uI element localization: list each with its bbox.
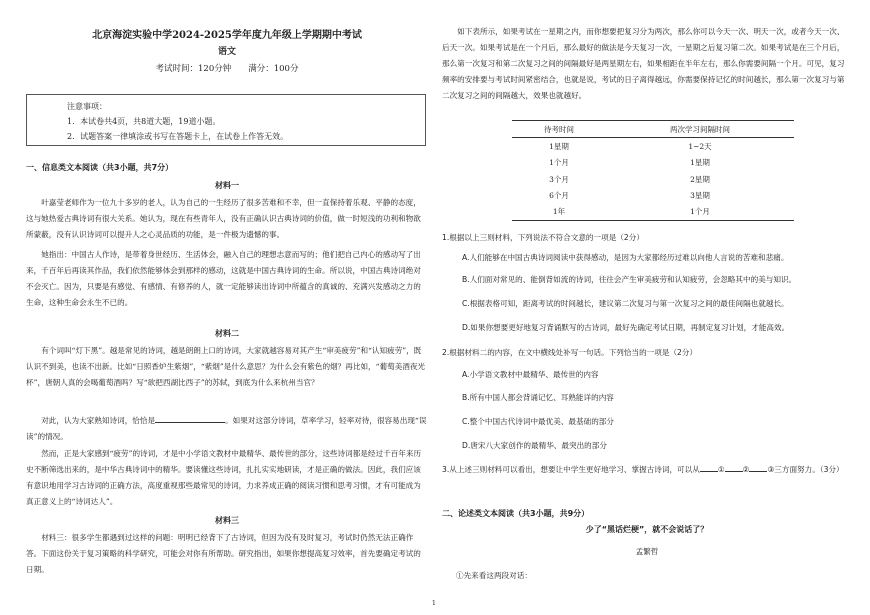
article-para1: ①先来看这两段对话： (456, 571, 532, 580)
question-3 (442, 462, 852, 478)
table-cell: 1个月 (606, 203, 794, 220)
notice-item: 2．试题答案一律填涂或书写在答题卡上，在试卷上作答无效。 (67, 132, 289, 141)
answer-blank[interactable] (749, 462, 767, 472)
table-row (512, 155, 794, 171)
review-interval-table (512, 120, 794, 221)
q3-tail: 三方面努力。（3分） (774, 465, 844, 474)
q2-option-a[interactable]: A.小学语文教材中最精华、最传世的内容 (462, 370, 599, 379)
material3-title: 材料三 (215, 516, 239, 525)
exam-title: 北京海淀实验中学2024-2025学年度九年级上学期期中考试 (92, 30, 362, 41)
fill-in-blank[interactable] (155, 413, 225, 423)
material1-para1: 叶嘉莹老师作为一位九十多岁的老人，认为自己的一生经历了很多苦难和不幸，但一直保持着乐观、平静的态度，这与她热爱古典诗词有很大关系。她认为，现在有些青年人，没有正确认识古典诗词的价值，做一时短浅的功利和物欲所蒙蔽，没有认识诗词可以提升人之心灵品质的功能，是一件极为遗憾的事。 (26, 198, 421, 239)
question-1: 1.根据以上三则材料，下列说法不符合文意的一项是（2分） (442, 233, 644, 242)
notice-item: 1．本试卷共4页，共8道大题，19道小题。 (67, 117, 221, 126)
table-row (512, 171, 794, 187)
q2-option-b[interactable]: B.所有中国人都会背诵记忆、耳熟能详的内容 (462, 393, 614, 402)
table-row (512, 187, 794, 203)
q1-option-a[interactable]: A.人们能够在中国古典诗词阅读中获得感动，是因为大家都经历过难以向他人言说的苦难和悲痛。 (462, 253, 789, 262)
table-row (512, 203, 794, 220)
section1-heading: 一、信息类文本阅读（共3小题，共7分） (26, 163, 174, 172)
q1-option-c[interactable]: C.根据表格可知，距离考试的时间越长，建议第二次复习与第一次复习之间的最佳间隔也就越长。 (462, 299, 789, 308)
table-cell: 3星期 (690, 190, 710, 200)
answer-blank[interactable] (725, 462, 743, 472)
section2-heading: 二、论述类文本阅读（共3小题，共9分） (442, 509, 590, 518)
q2-option-d[interactable]: D.唐宋八大家创作的最精华、最突出的部分 (462, 441, 607, 450)
table-cell: 1年 (512, 203, 606, 220)
table-row (512, 138, 794, 155)
article-title: 少了“黑话烂梗”，就不会说话了？ (585, 525, 709, 534)
question-2: 2.根据材料二的内容，在文中横线处补写一句话。下列恰当的一项是（2分） (442, 348, 698, 357)
table-cell: 1个月 (549, 158, 569, 168)
exam-info: 考试时间：120分钟 满分：100分 (155, 64, 299, 74)
table-cell: 1星期 (549, 141, 569, 151)
material2-title: 材料二 (215, 329, 239, 338)
article-author: 孟繁哲 (635, 547, 659, 556)
material2-para2-tail: 。如果对这部分诗词，草率学习，轻率对待，很容易出现“误读”的情况。 (26, 416, 427, 441)
table-header: 待考时间 (512, 121, 606, 138)
material2-para2-text: 对此，认为大家熟知诗词，恰恰是 (41, 416, 156, 425)
table-cell: 2星期 (690, 174, 710, 184)
material2-para3: 然而，正是大家感到“疲劳”的诗词，才是中小学语文教材中最精华、最传世的部分，这些诗词都是经过千百年来历史不断筛选出来的，是中华古典诗词中的精华。要读懂这些诗词，扎扎实实地研读，才是正确的做法。因此，我们应该有意识地用学习古诗词的正确方法，高度重视那些最常见的诗词，力求养成正确的阅读习惯和思考习惯，才有可能成为真正意义上的“诗词达人”。 (26, 449, 422, 506)
q3-text: 3.从上述三则材料可以看出，想要让中学生更好地学习、掌握古诗词，可以从 (442, 465, 700, 474)
q1-option-b[interactable]: B.人们面对常见的、能倒背如流的诗词，往往会产生审美疲劳和认知疲劳，会忽略其中的美与知识。 (462, 275, 797, 284)
notice-box (26, 94, 426, 146)
material1-title: 材料一 (215, 181, 239, 190)
q1-option-d[interactable]: D.如果你想要更好地复习背诵默写的古诗词，最好先确定考试日期，再制定复习计划，才能高效。 (462, 323, 790, 332)
table-cell: 6个月 (549, 190, 569, 200)
material2-para1: 有个词叫“灯下黑”。越是常见的诗词，越是朗朗上口的诗词，大家就越容易对其产生“审美疲劳”和“认知疲劳”，既认识不到美，也读不出新。比如“日照香炉生紫烟”，“紫烟”是什么意思？为什么会有紫色的烟？再比如，“葡萄美酒夜光杯”，唐朝人真的会喝葡萄酒吗？写“欲把西湖比西子”的苏轼，到底为什么来杭州当官？ (26, 346, 426, 387)
subject-title: 语文 (217, 47, 236, 57)
q2-option-c[interactable]: C.整个中国古代诗词中最优美、最基础的部分 (462, 417, 614, 426)
material2-para2 (26, 413, 428, 445)
material3-para1: 材料三：很多学生都遇到过这样的问题：明明已经背下了古诗词，但因为没有及时复习，考试时仍然无法正确作答。下面这份关于复习策略的科学研究，可能会对你有所帮助。研究指出，如果你想提高复习效率，首先要确定考试的日期。 (26, 533, 421, 574)
blank-marker: ② (742, 465, 750, 474)
table-cell: 3个月 (549, 174, 569, 184)
table-header: 两次学习间隔时间 (606, 121, 794, 138)
table-cell: 1~2天 (688, 141, 712, 151)
blank-marker: ③ (767, 465, 775, 474)
answer-blank[interactable] (700, 462, 718, 472)
notice-title: 注意事项： (67, 102, 107, 111)
right-para1: 如下表所示，如果考试在一星期之内，而你想要把复习分为两次，那么你可以今天一次、明天一次，或者今天一次、后天一次。如果考试是在一个月后，那么最好的做法是今天复习一次，一星期之后复习第二次。如果考试是在三个月后，那么第一次复习和第二次复习之间的间隔最好是两星期左右，如果相距在半年左右，那么你需要间隔一个月。可见，复习频率的安排要与考试时间紧密结合，也就是说，考试的日子离得越远，你需要保持记忆的时间越长，那么第一次复习与第二次复习之间的间隔越大，效果也就越好。 (442, 27, 845, 100)
material1-para2: 她指出：中国古人作诗，是带着身世经历、生活体会，融入自己的理想志意而写的；他们把自己内心的感动写了出来，千百年后再读其作品，我们依然能够体会到那样的感动，这就是中国古典诗词的生命。所以说，中国古典诗词绝对不会灭亡。因为，只要是有感觉、有感情、有修养的人，就一定能够读出诗词中所蕴含的真诚的、充满兴发感动之力的生命，这种生命会永生不已的。 (26, 250, 421, 307)
page-number: 1 (432, 600, 436, 607)
blank-marker: ① (717, 465, 725, 474)
table-cell: 1星期 (690, 158, 710, 168)
